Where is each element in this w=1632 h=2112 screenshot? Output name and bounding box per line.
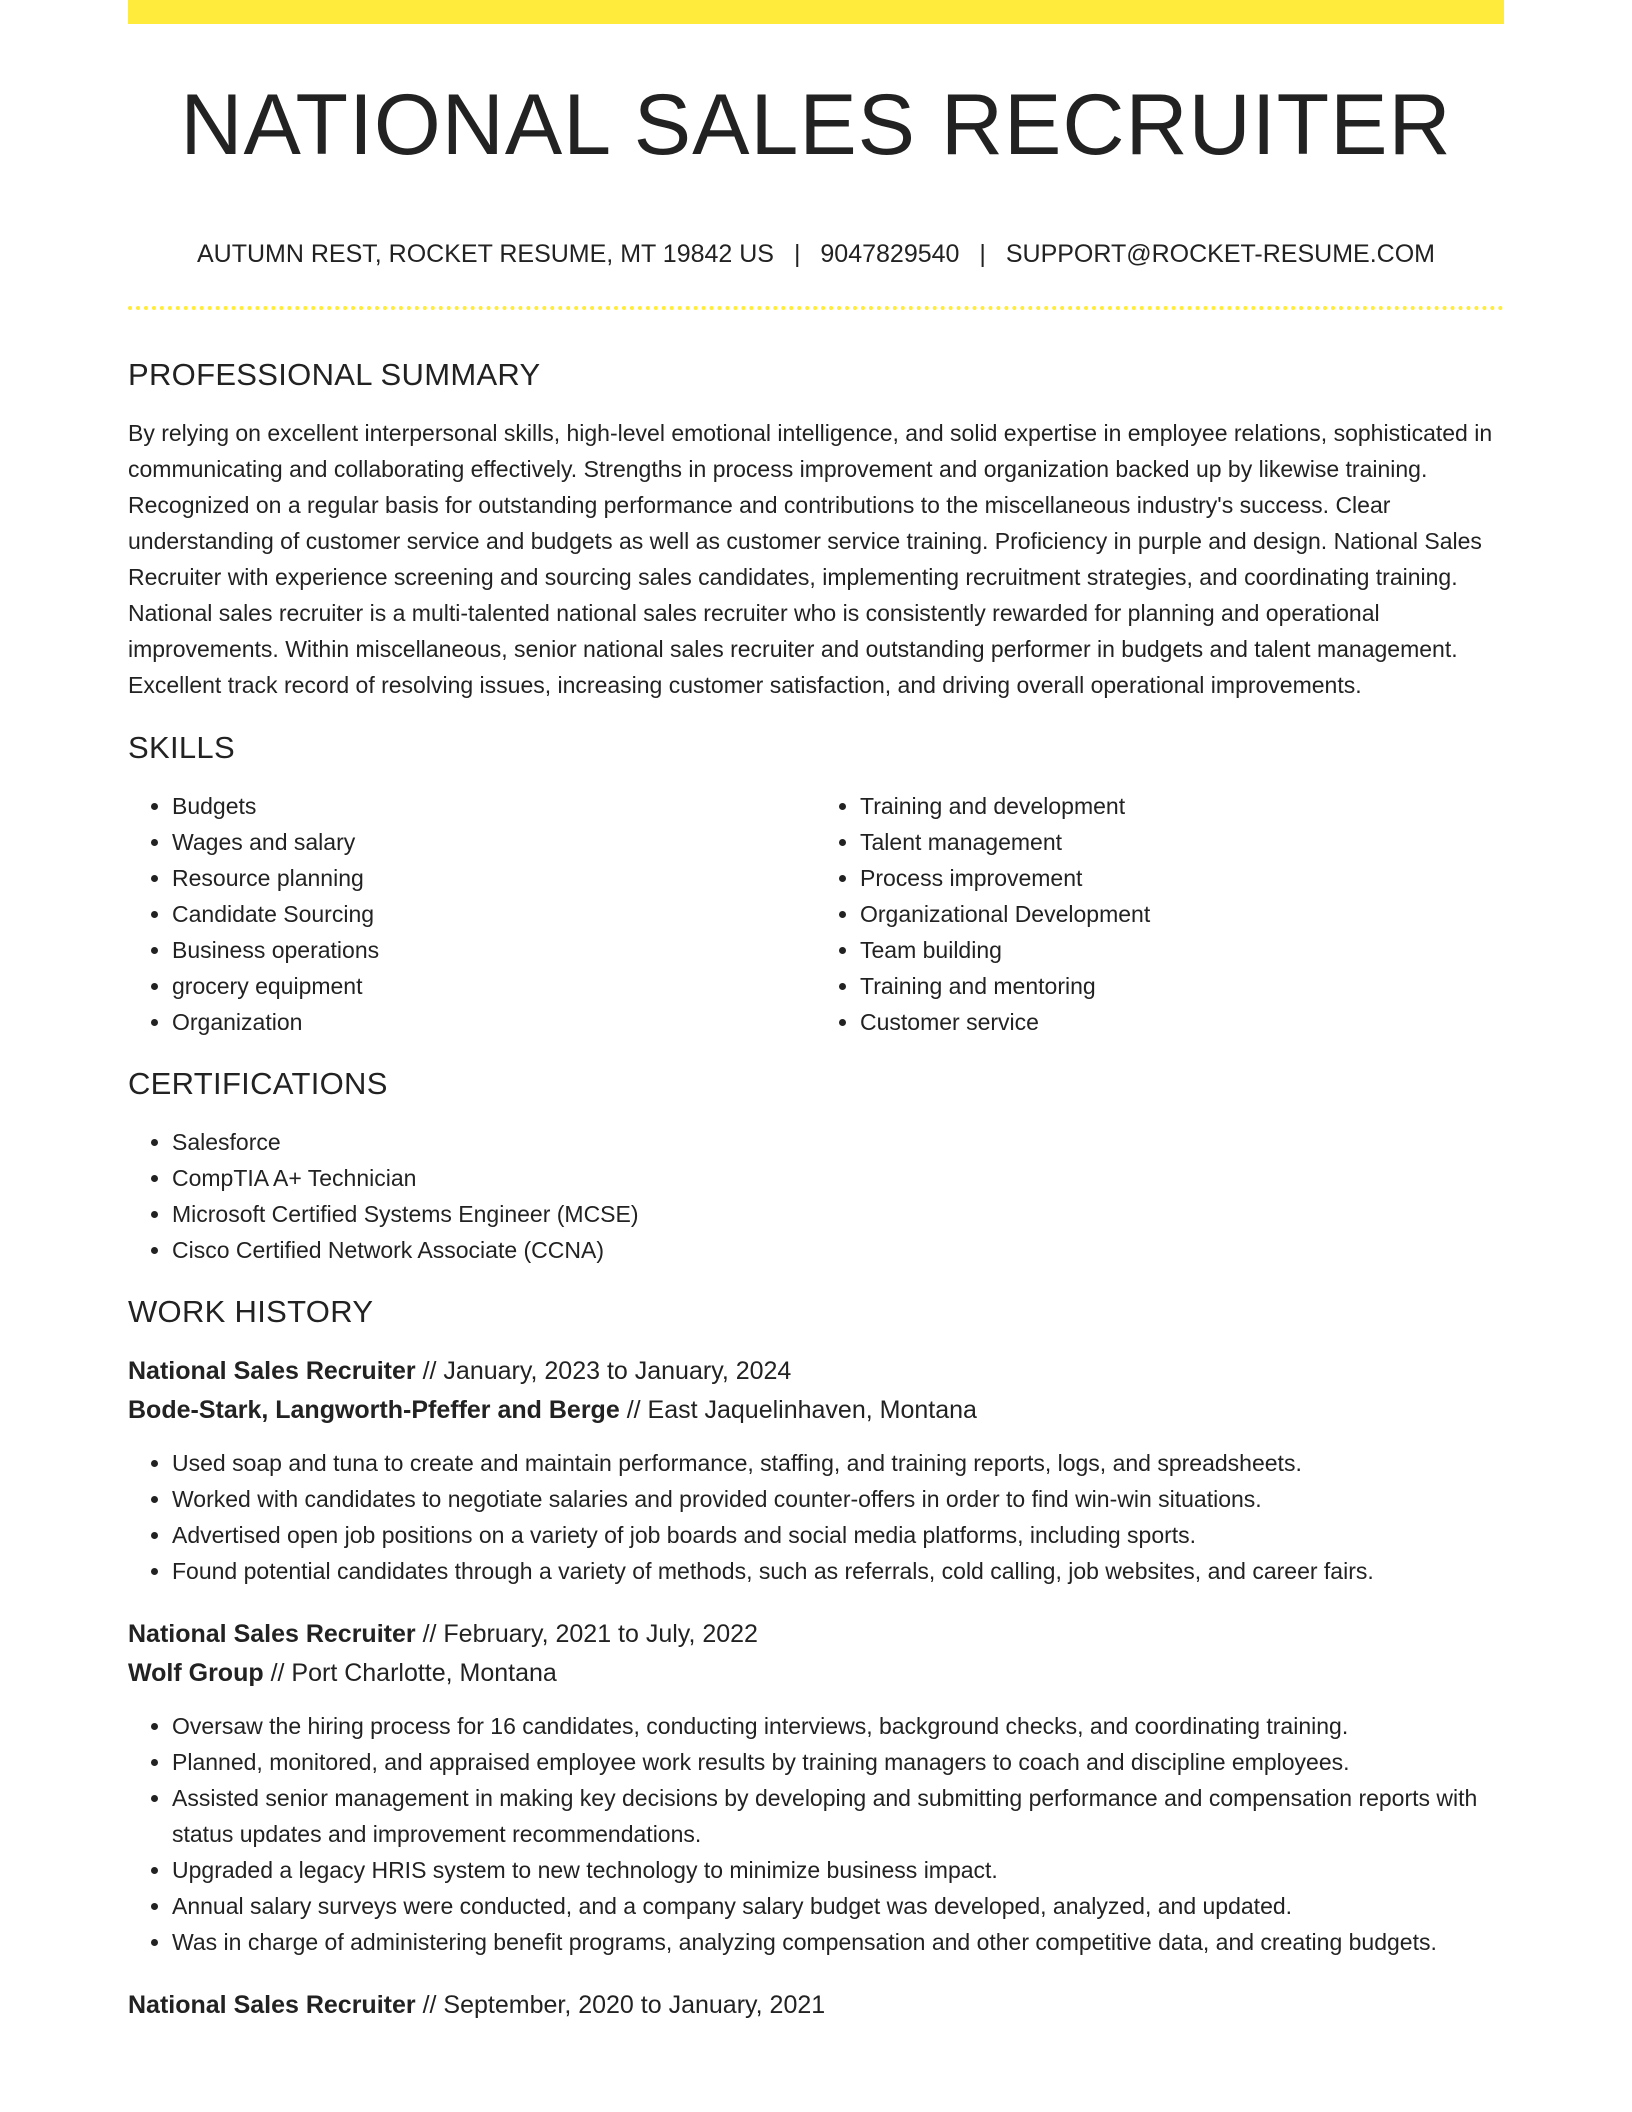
list-item: • Budgets	[172, 788, 816, 824]
skills-section	[128, 728, 1504, 1040]
resume-content	[128, 355, 1504, 2025]
list-item: • Organization	[172, 1004, 816, 1040]
job-company-line	[128, 1654, 1504, 1693]
resume-name: NATIONAL SALES RECRUITER	[180, 77, 1452, 173]
list-item: • Used soap and tuna to create and maintain performance, staffing, and training reports, logs, and spreadsheets.	[172, 1445, 1504, 1481]
summary-text: By relying on excellent interpersonal skills, high-level emotional intelligence, and solid expertise in employee relations, sophisticated in communicating and collaborating effectively. Strengths in process improvement and organization backed up by likewise training. Recognized on a regular basis for outstanding performance and contributions to the miscellaneous industry's success. Clear understanding of customer service and budgets as well as customer service training. Proficiency in purple and design. National Sales Recruiter with experience screening and sourcing sales candidates, implementing recruitment strategies, and coordinating training. National sales recruiter is a multi-talented national sales recruiter who is consistently rewarded for planning and operational improvements. Within miscellaneous, senior national sales recruiter and outstanding performer in budgets and talent management. Excellent track record of resolving issues, increasing customer satisfaction, and driving overall operational improvements.	[128, 420, 1493, 698]
contact-separator: |	[793, 240, 801, 268]
list-item: • Resource planning	[172, 860, 816, 896]
list-item: • Annual salary surveys were conducted, and a company salary budget was developed, analyzed, and updated.	[172, 1888, 1504, 1924]
skills-right-list	[816, 788, 1504, 1040]
summary-section	[128, 355, 1504, 703]
job-dates: // February, 2021 to July, 2022	[422, 1620, 758, 1648]
list-item: • Found potential candidates through a variety of methods, such as referrals, cold calling, job websites, and career fairs.	[172, 1553, 1504, 1589]
list-item: • Worked with candidates to negotiate salaries and provided counter-offers in order to find win-win situations.	[172, 1481, 1504, 1517]
list-item: • Assisted senior management in making key decisions by developing and submitting performance and compensation reports with status updates and improvement recommendations.	[172, 1780, 1504, 1852]
job-title-line	[128, 1615, 1504, 1654]
skills-heading: SKILLS	[128, 730, 235, 765]
list-item: • Team building	[860, 932, 1504, 968]
job-dates: // January, 2023 to January, 2024	[422, 1357, 792, 1385]
job-dates: // September, 2020 to January, 2021	[422, 1991, 826, 2019]
list-item: • Business operations	[172, 932, 816, 968]
list-item: • Oversaw the hiring process for 16 candidates, conducting interviews, background checks, and coordinating training.	[172, 1708, 1504, 1744]
list-item: • Planned, monitored, and appraised employee work results by training managers to coach and discipline employees.	[172, 1744, 1504, 1780]
list-item: • Talent management	[860, 824, 1504, 860]
contact-phone: 9047829540	[820, 240, 960, 268]
list-item: • CompTIA A+ Technician	[172, 1160, 1504, 1196]
list-item: • Customer service	[860, 1004, 1504, 1040]
job-bullets	[128, 1445, 1504, 1589]
job-company: Bode-Stark, Langworth-Pfeffer and Berge	[128, 1396, 620, 1424]
contact-separator: |	[979, 240, 986, 268]
list-item: • Upgraded a legacy HRIS system to new technology to minimize business impact.	[172, 1852, 1504, 1888]
job-title-line	[128, 1986, 1504, 2025]
contact-email: SUPPORT@ROCKET-RESUME.COM	[1005, 240, 1435, 268]
summary-heading: PROFESSIONAL SUMMARY	[128, 357, 541, 392]
job-role: National Sales Recruiter	[128, 1991, 416, 2019]
job-location: // East Jaquelinhaven, Montana	[626, 1396, 977, 1424]
certifications-heading: CERTIFICATIONS	[128, 1066, 388, 1101]
job-company: Wolf Group	[128, 1659, 264, 1687]
skills-left-list	[128, 788, 816, 1040]
list-item: • Candidate Sourcing	[172, 896, 816, 932]
list-item: • Process improvement	[860, 860, 1504, 896]
list-item: • Advertised open job positions on a variety of job boards and social media platforms, including sports.	[172, 1517, 1504, 1553]
certifications-section	[128, 1064, 1504, 1268]
list-item: • Wages and salary	[172, 824, 816, 860]
contact-address: AUTUMN REST, ROCKET RESUME, MT 19842 US	[197, 240, 774, 268]
job-title-line	[128, 1352, 1504, 1391]
job-company-line	[128, 1391, 1504, 1430]
job-bullets	[128, 1708, 1504, 1960]
list-item: • Microsoft Certified Systems Engineer (MCSE)	[172, 1196, 1504, 1232]
skills-columns	[128, 788, 1504, 1040]
certifications-list	[128, 1124, 1504, 1268]
dotted-divider	[128, 306, 1504, 310]
contact-line	[128, 238, 1504, 270]
list-item: • Training and mentoring	[860, 968, 1504, 1004]
work-history-section	[128, 1292, 1504, 2025]
list-item: • Organizational Development	[860, 896, 1504, 932]
job-entry	[128, 1615, 1504, 1960]
list-item: • Was in charge of administering benefit programs, analyzing compensation and other competitive data, and creating budgets.	[172, 1924, 1504, 1960]
accent-bar	[128, 0, 1504, 24]
list-item: • Cisco Certified Network Associate (CCNA)	[172, 1232, 1504, 1268]
list-item: • grocery equipment	[172, 968, 816, 1004]
list-item: • Training and development	[860, 788, 1504, 824]
job-role: National Sales Recruiter	[128, 1357, 416, 1385]
job-location: // Port Charlotte, Montana	[270, 1659, 557, 1687]
job-entry	[128, 1352, 1504, 1589]
job-entry	[128, 1986, 1504, 2025]
list-item: • Salesforce	[172, 1124, 1504, 1160]
work-history-heading: WORK HISTORY	[128, 1294, 374, 1329]
job-role: National Sales Recruiter	[128, 1620, 416, 1648]
